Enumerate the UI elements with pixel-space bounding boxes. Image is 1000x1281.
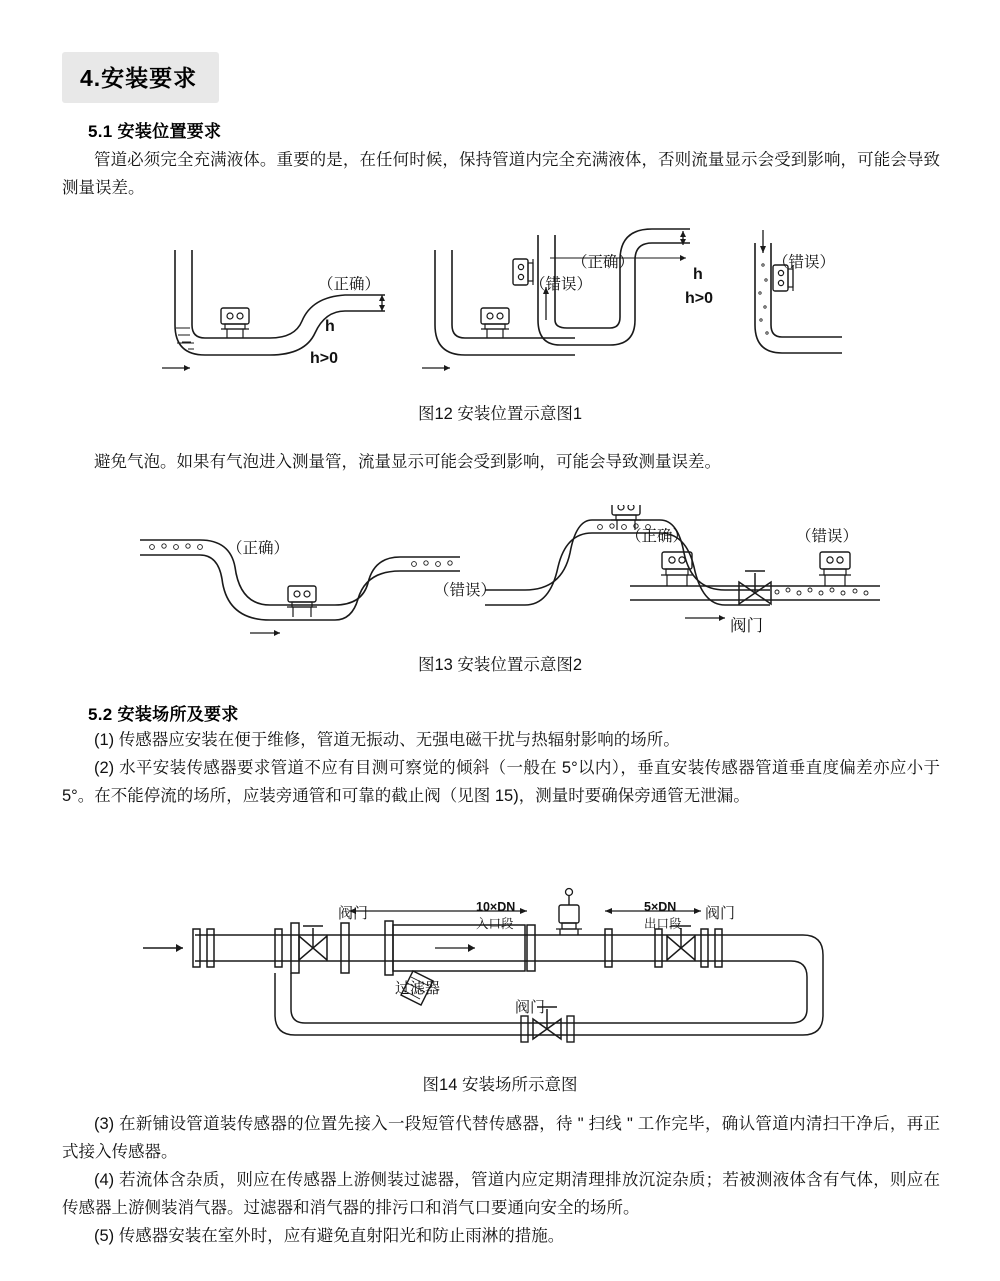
fig13-label-valve: 阀门 xyxy=(730,617,763,635)
fig13-label-correct-2: （正确） xyxy=(626,528,689,545)
fig14-label-outlet-section: 出口段 xyxy=(644,917,682,931)
fig14-label-inlet-length: 10×DN xyxy=(476,900,516,914)
section-title-banner xyxy=(62,52,219,103)
figure-14-caption: 图14 安装场所示意图 xyxy=(422,1076,578,1094)
fig13-label-wrong-2: （错误） xyxy=(796,528,859,545)
paragraph-5-1-1: 管道必须完全充满液体。重要的是，在任何时候，保持管道内完全充满液体，否则流量显示会受到影响，可能会导致测量误差。 xyxy=(62,151,940,197)
figure-13-caption: 图13 安装位置示意图2 xyxy=(417,656,583,674)
paragraph-5-1-2: 避免气泡。如果有气泡进入测量管，流量显示可能会受到影响，可能会导致测量误差。 xyxy=(94,453,721,471)
paragraph-5-2-item-3: (3) 在新铺设管道装传感器的位置先接入一段短管代替传感器，待 " 扫线 " 工作完毕，确认管道内清扫干净后，再正式接入传感器。 xyxy=(62,1115,940,1161)
paragraph-5-2-item-4: (4) 若流体含杂质，则应在传感器上游侧装过滤器，管道内应定期清理排放沉淀杂质；若被测液体含有气体，则应在传感器上游侧装消气器。过滤器和消气器的排污口和消气口要通向安全的场所。 xyxy=(62,1171,940,1217)
fig12-label-correct-2: （正确） xyxy=(572,254,635,271)
figure-12-diagram xyxy=(130,225,870,385)
subsection-5-2-heading: 5.2 安装场所及要求 xyxy=(88,705,239,724)
fig12-label-wrong-2: （错误） xyxy=(773,254,836,271)
figure-12-caption: 图12 安装位置示意图1 xyxy=(417,405,583,423)
fig14-label-valve-left: 阀门 xyxy=(338,905,369,922)
fig13-label-correct-1: （正确） xyxy=(227,540,290,557)
paragraph-5-2-item-1: (1) 传感器应安装在便于维修，管道无振动、无强电磁干扰与热辐射影响的场所。 xyxy=(94,731,680,749)
paragraph-5-2-item-5: (5) 传感器安装在室外时，应有避免直射阳光和防止雨淋的措施。 xyxy=(94,1227,565,1245)
subsection-5-1-heading: 5.1 安装位置要求 xyxy=(88,122,222,141)
fig14-label-outlet-length: 5×DN xyxy=(644,900,677,914)
fig12-label-h-gt-1: h>0 xyxy=(310,350,339,367)
fig14-label-valve-bottom: 阀门 xyxy=(515,999,546,1016)
fig12-label-h-1: h xyxy=(325,318,335,335)
paragraph-5-2-item-2: (2) 水平安装传感器要求管道不应有目测可察觉的倾斜（一般在 5°以内），垂直安装传感器管道垂直度偏差亦应小于 5°。在不能停流的场所，应装旁通管和可靠的截止阀（见图 15)，测量时要确保旁通管无泄漏。 xyxy=(62,759,940,805)
fig12-label-wrong-1: （错误） xyxy=(530,276,593,293)
fig13-label-wrong-1: （错误） xyxy=(434,582,497,599)
fig12-label-h-gt-2: h>0 xyxy=(685,290,714,307)
fig14-label-filter: 过滤器 xyxy=(395,980,441,997)
fig14-label-inlet-section: 入口段 xyxy=(476,917,514,931)
section-title: 4.安装要求 xyxy=(80,65,198,91)
fig12-label-correct-1: （正确） xyxy=(318,276,381,293)
fig12-label-h-2: h xyxy=(693,266,703,283)
fig14-label-valve-right: 阀门 xyxy=(705,905,736,922)
